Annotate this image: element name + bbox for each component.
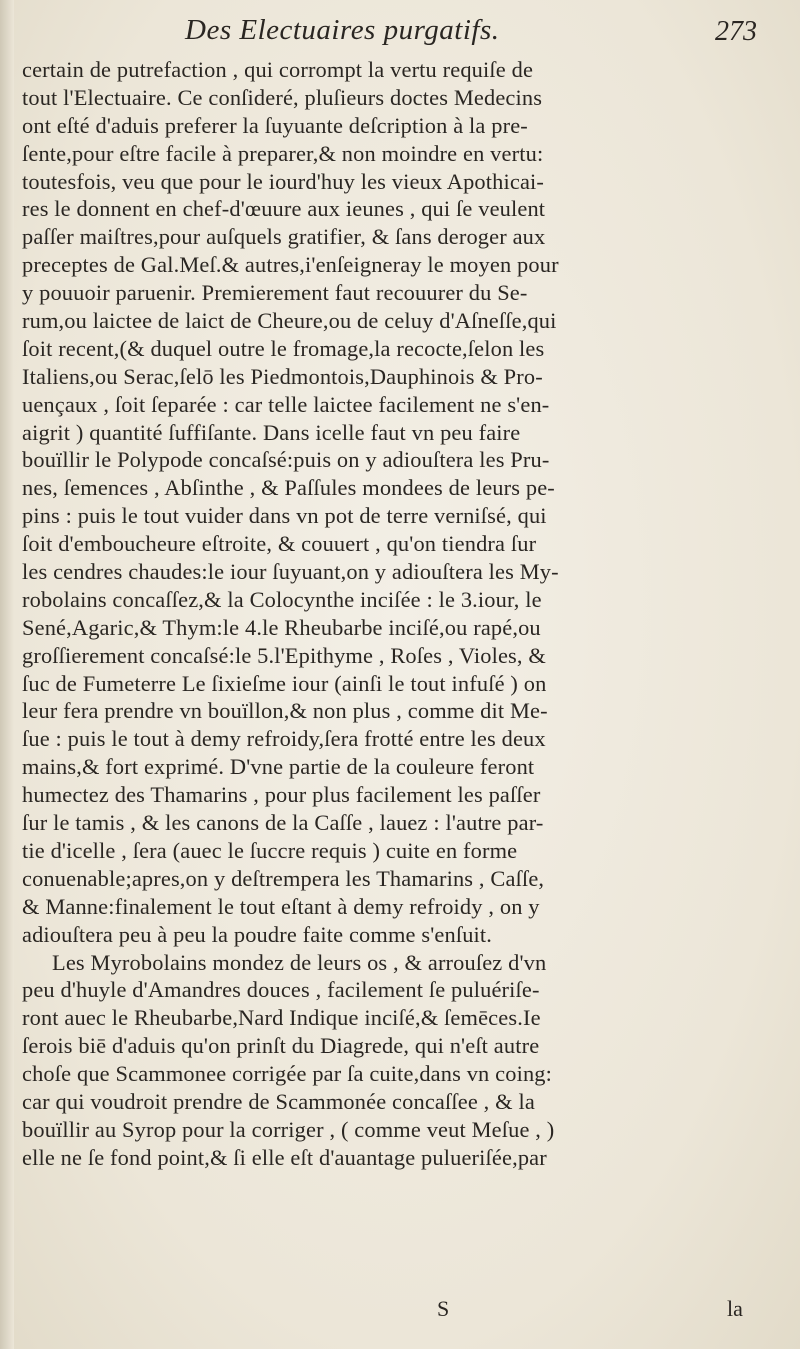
text-line: ſoit d'emboucheure eſtroite, & couuert , qu'on tiendra ſur (22, 531, 537, 557)
text-line: conuenable;apres,on y deſtrempera les Thamarins , Caſſe, (22, 865, 545, 891)
text-line: peu d'huyle d'Amandres douces , facilement ſe puluériſe- (22, 977, 540, 1003)
page-header (0, 14, 800, 54)
text-line: leur fera prendre vn bouïllon,& non plus , comme dit Me- (22, 698, 548, 724)
page-footer (0, 1296, 800, 1328)
page-number: 273 (715, 16, 757, 47)
text-line: ſur le tamis , & les canons de la Caſſe , lauez : l'autre par- (22, 810, 544, 836)
text-line: car qui voudroit prendre de Scammonée concaſſee , & la (22, 1088, 535, 1114)
text-line: paſſer maiſtres,pour auſquels gratifier, & ſans deroger aux (22, 224, 546, 250)
text-line: pins : puis le tout vuider dans vn pot de terre verniſsé, qui (22, 503, 547, 529)
text-line: elle ne ſe fond point,& ſi elle eſt d'auantage pulueriſée,par (22, 1144, 547, 1170)
text-line: Italiens,ou Serac,ſelō les Piedmontois,Dauphinois & Pro- (22, 363, 543, 389)
text-line: preceptes de Gal.Meſ.& autres,i'enſeigneray le moyen pour (22, 252, 559, 278)
text-line: Sené,Agaric,& Thym:le 4.le Rheubarbe inciſé,ou rapé,ou (22, 614, 541, 640)
text-line: tie d'icelle , ſera (auec le ſuccre requis ) cuite en forme (22, 837, 518, 863)
catchword: la (727, 1296, 743, 1321)
text-line: mains,& fort exprimé. D'vne partie de la couleure feront (22, 754, 535, 780)
text-line: les cendres chaudes:le iour ſuyuant,on y adiouſtera les My- (22, 559, 559, 585)
text-line: tout l'Electuaire. Ce conſideré, pluſieurs doctes Medecins (22, 84, 543, 110)
text-line: certain de putrefaction , qui corrompt la vertu requiſe de (22, 57, 534, 82)
text-line: y pouuoir paruenir. Premierement faut recouurer du Se- (22, 280, 528, 306)
text-line: ſue : puis le tout à demy refroidy,ſera frotté entre les deux (22, 726, 546, 752)
text-line: choſe que Scammonee corrigée par ſa cuite,dans vn coing: (22, 1061, 553, 1087)
text-line: toutesfois, veu que pour le iourd'huy les vieux Apothicai- (22, 168, 545, 194)
text-line: bouïllir le Polypode concaſsé:puis on y adiouſtera les Pru- (22, 447, 550, 473)
text-line: ſoit recent,(& duquel outre le fromage,la recocte,ſelon les (22, 335, 545, 361)
text-line: rum,ou laictee de laict de Cheure,ou de celuy d'Aſneſſe,qui (22, 308, 557, 334)
text-line: ont eſté d'aduis preferer la ſuyuante deſcription à la pre- (22, 112, 528, 138)
text-line: nes, ſemences , Abſinthe , & Paſſules mondees de leurs pe- (22, 475, 555, 501)
text-line: aigrit ) quantité ſuffiſante. Dans icelle faut vn peu faire (22, 419, 521, 445)
text-line: groſſierement concaſsé:le 5.l'Epithyme , Roſes , Violes, & (22, 642, 546, 668)
body-text (22, 56, 792, 1172)
text-line: ſente,pour eſtre facile à preparer,& non moindre en vertu: (22, 140, 544, 166)
text-line: bouïllir au Syrop pour la corriger , ( comme veut Meſue , ) (22, 1116, 555, 1142)
text-line: ſerois biē d'aduis qu'on prinſt du Diagrede, qui n'eſt autre (22, 1033, 540, 1059)
text-line: humectez des Thamarins , pour plus facilement les paſſer (22, 782, 541, 808)
running-title: Des Electuaires purgatifs. (185, 14, 500, 46)
text-line: uençaux , ſoit ſeparée : car telle laictee facilement ne s'en- (22, 391, 550, 417)
text-line: & Manne:finalement le tout eſtant à demy refroidy , on y (22, 893, 540, 919)
page-gutter (0, 0, 14, 1349)
text-line: ſuc de Fumeterre Le ſixieſme iour (ainſi le tout infuſé ) on (22, 670, 547, 696)
text-line: ront auec le Rheubarbe,Nard Indique inciſé,& ſemēces.Ie (22, 1005, 541, 1031)
text-line: adiouſtera peu à peu la poudre faite comme s'enſuit. (22, 921, 493, 947)
text-line: robolains concaſſez,& la Colocynthe inciſée : le 3.iour, le (22, 586, 542, 612)
signature-mark: S (437, 1296, 450, 1321)
text-line: res le donnent en chef-d'œuure aux ieunes , qui ſe veulent (22, 196, 546, 222)
text-line: Les Myrobolains mondez de leurs os , & arrouſez d'vn (52, 949, 547, 975)
